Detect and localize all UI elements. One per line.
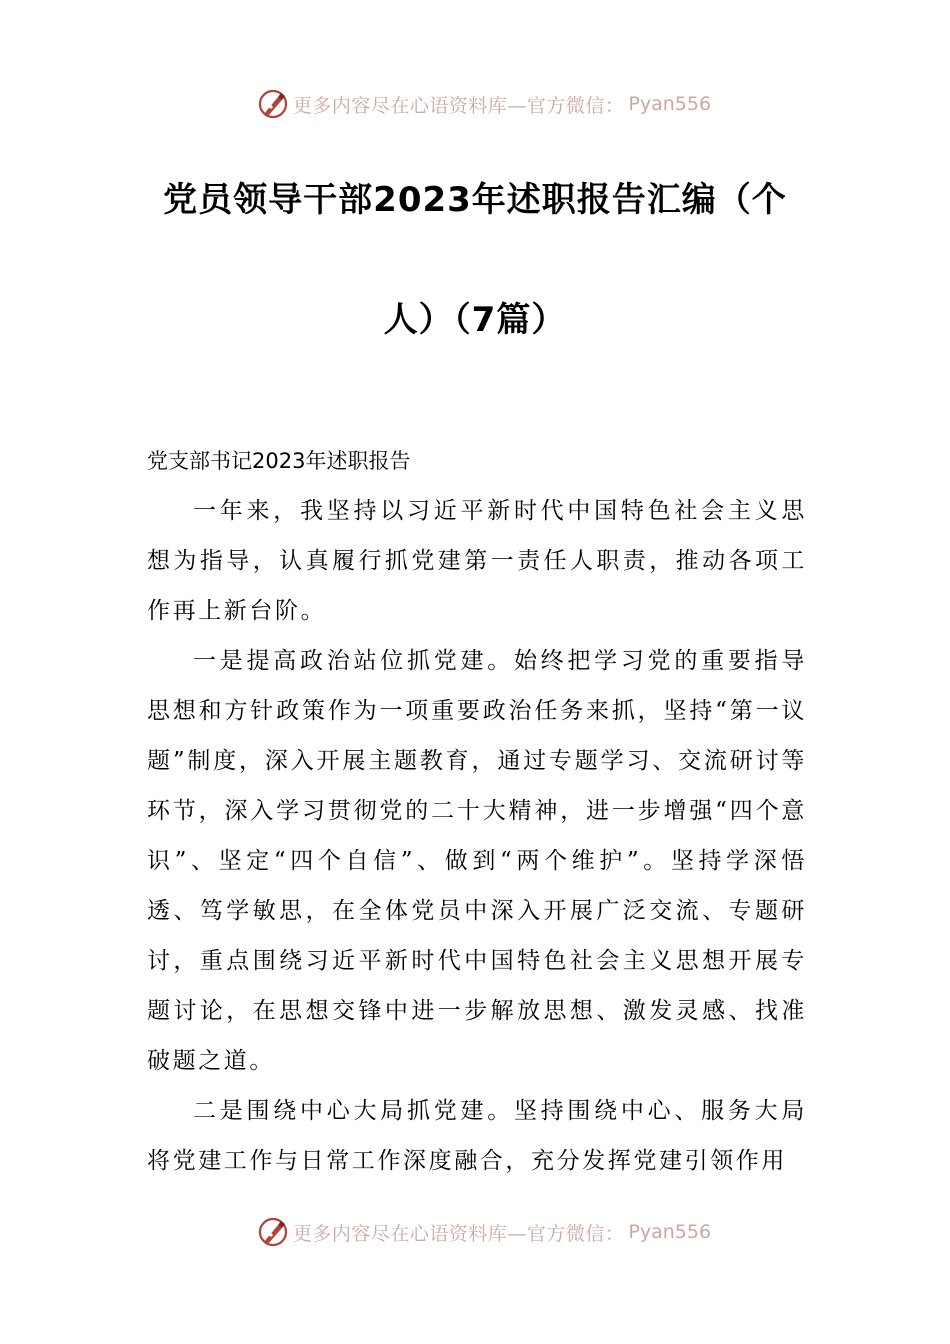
watermark-content: [257, 1216, 711, 1248]
document-body: [147, 436, 807, 1186]
watermark-content: [257, 88, 711, 120]
pen-nib-logo-icon: [257, 88, 289, 120]
document-title-line-2: 人）（7篇）: [383, 300, 567, 340]
watermark-banner-top: [0, 84, 950, 124]
watermark-banner-bottom: [0, 1212, 950, 1252]
wechat-id: Pyan556: [628, 93, 712, 115]
body-paragraph-1: 一年来，我坚持以习近平新时代中国特色社会主义思想为指导，认真履行抓党建第一责任人职责，推动各项工作再上新台阶。: [147, 498, 807, 624]
pen-nib-logo-icon: [257, 1216, 289, 1248]
watermark-text: 更多内容尽在心语资料库—官方微信：: [292, 1222, 625, 1245]
document-title-line-1: 党员领导干部2023年述职报告汇编（个: [163, 180, 787, 220]
wechat-id: Pyan556: [628, 1221, 712, 1243]
section-subtitle: 党支部书记2023年述职报告: [147, 449, 411, 473]
watermark-text: 更多内容尽在心语资料库—官方微信：: [292, 94, 625, 117]
body-paragraph-3: 二是围绕中心大局抓党建。坚持围绕中心、服务大局将党建工作与日常工作深度融合，充分发挥党建引领作用: [147, 1098, 807, 1174]
body-paragraph-2: 一是提高政治站位抓党建。始终把学习党的重要指导思想和方针政策作为一项重要政治任务来抓，坚持“第一议题”制度，深入开展主题教育，通过专题学习、交流研讨等环节，深入学习贯彻党的二十大精神，进一步增强“四个意识”、坚定“四个自信”、做到“两个维护”。坚持学深悟透、笃学敏思，在全体党员中深入开展广泛交流、专题研讨，重点围绕习近平新时代中国特色社会主义思想开展专题讨论，在思想交锋中进一步解放思想、激发灵感、找准破题之道。: [147, 648, 807, 1074]
